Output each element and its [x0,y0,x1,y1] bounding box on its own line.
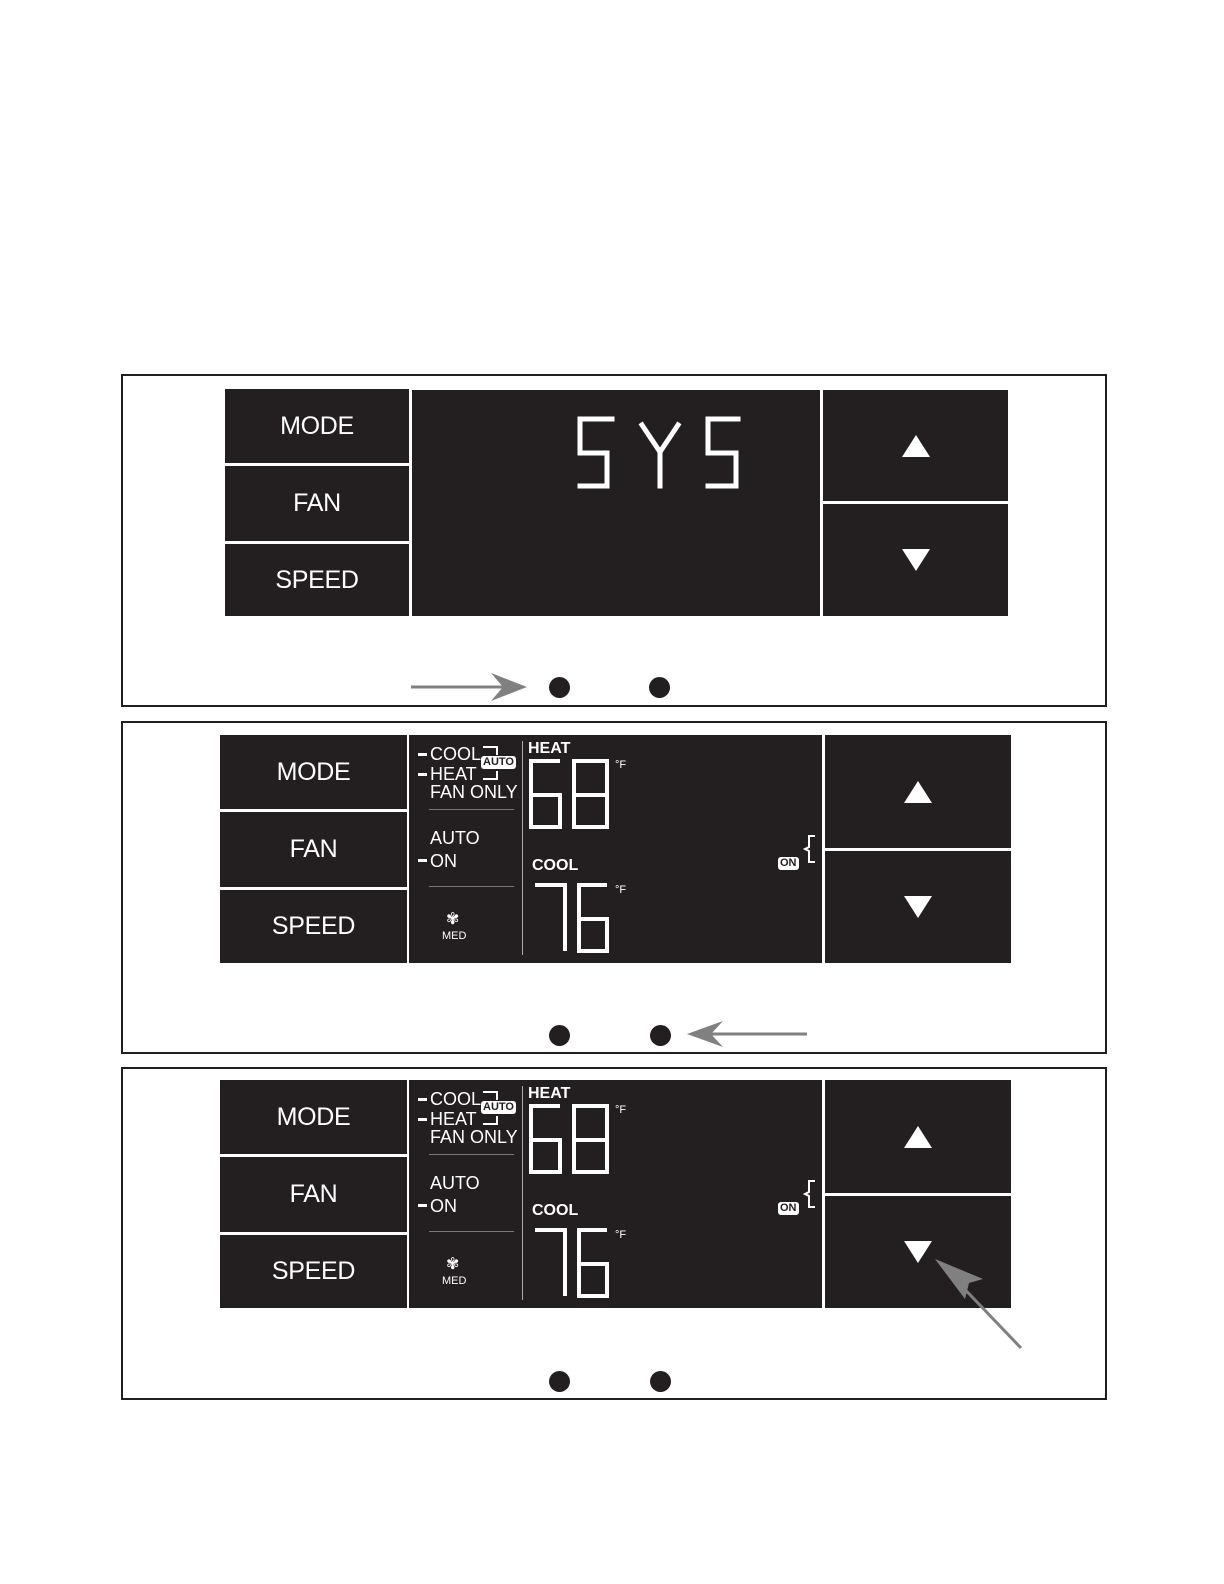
triangle-down-icon [902,549,930,571]
fan-speed-label: MED [442,1275,467,1287]
heat-setpoint-digits [527,1102,617,1178]
triangle-down-icon [904,896,932,918]
on-badge: ON [780,857,797,869]
mode-cool-label: COOL [430,1089,482,1109]
indicator-dot-left [549,677,570,698]
cool-unit: °F [615,884,627,896]
mode-fan-only-label: FAN ONLY [430,1127,518,1147]
on-bracket [803,1179,817,1209]
mode-indicator-dash [418,1118,427,1121]
mode-button[interactable]: MODE [220,735,407,809]
step-panel-2 [121,721,1107,1054]
mode-cool-label: COOL [430,744,482,764]
down-button[interactable] [823,504,1008,616]
step-panel-3 [121,1067,1107,1400]
cool-label: COOL [532,1202,579,1219]
speed-button[interactable]: SPEED [225,544,409,616]
cool-setpoint-digits [527,1226,617,1302]
arrow-pointer-icon [929,1257,1029,1352]
step-panel-1 [121,190,1107,707]
fan-button[interactable]: FAN [225,466,409,541]
mode-heat-label: HEAT [430,1109,477,1129]
cool-unit: °F [615,1229,627,1241]
auto-badge: AUTO [483,756,514,768]
divider [429,1154,514,1155]
divider [429,886,514,887]
divider [522,741,523,955]
mode-fan-only-label: FAN ONLY [430,782,518,802]
indicator-dot-right [650,1025,671,1046]
speed-button[interactable]: SPEED [220,1235,407,1308]
lcd-screen [409,1080,822,1308]
auto-badge: AUTO [483,1101,514,1113]
fan-on-label: ON [430,1196,457,1216]
divider [429,809,514,810]
mode-indicator-dash [418,1098,427,1101]
fan-indicator-dash [418,1204,427,1207]
on-bracket [803,834,817,864]
on-badge: ON [780,1202,797,1214]
fan-speed-label: MED [442,930,467,942]
lcd-screen [409,735,822,963]
arrow-pointer-icon [409,671,534,701]
heat-unit: °F [615,1104,627,1116]
mode-button[interactable]: MODE [220,1080,407,1154]
up-button[interactable] [825,735,1011,848]
divider [429,1231,514,1232]
speed-button[interactable]: SPEED [220,890,407,963]
triangle-up-icon [904,1126,932,1148]
fan-auto-label: AUTO [430,828,480,848]
mode-indicator-dash [418,753,427,756]
indicator-dot-right [649,677,670,698]
cool-setpoint-digits [527,881,617,957]
mode-indicator-dash [418,773,427,776]
mode-heat-label: HEAT [430,764,477,784]
up-button[interactable] [825,1080,1011,1193]
divider [522,1086,523,1300]
heat-label: HEAT [528,1085,571,1102]
fan-on-label: ON [430,851,457,871]
heat-label: HEAT [528,740,571,757]
fan-auto-label: AUTO [430,1173,480,1193]
triangle-up-icon [904,781,932,803]
fan-icon: ✾ [446,1256,460,1273]
heat-unit: °F [615,759,627,771]
mode-button[interactable]: MODE [225,389,409,463]
up-button[interactable] [823,390,1008,501]
fan-icon: ✾ [446,911,460,928]
triangle-up-icon [902,435,930,457]
indicator-dot-right [650,1371,671,1392]
fan-button[interactable]: FAN [220,1157,407,1232]
fan-indicator-dash [418,859,427,862]
indicator-dot-left [549,1025,570,1046]
sys-text-value: SYS [212,190,215,191]
down-button[interactable] [825,851,1011,963]
arrow-pointer-icon [685,1019,810,1049]
triangle-down-icon [904,1241,932,1263]
fan-button[interactable]: FAN [220,812,407,887]
cool-label: COOL [532,857,579,874]
heat-setpoint-digits [527,757,617,833]
indicator-dot-left [549,1371,570,1392]
